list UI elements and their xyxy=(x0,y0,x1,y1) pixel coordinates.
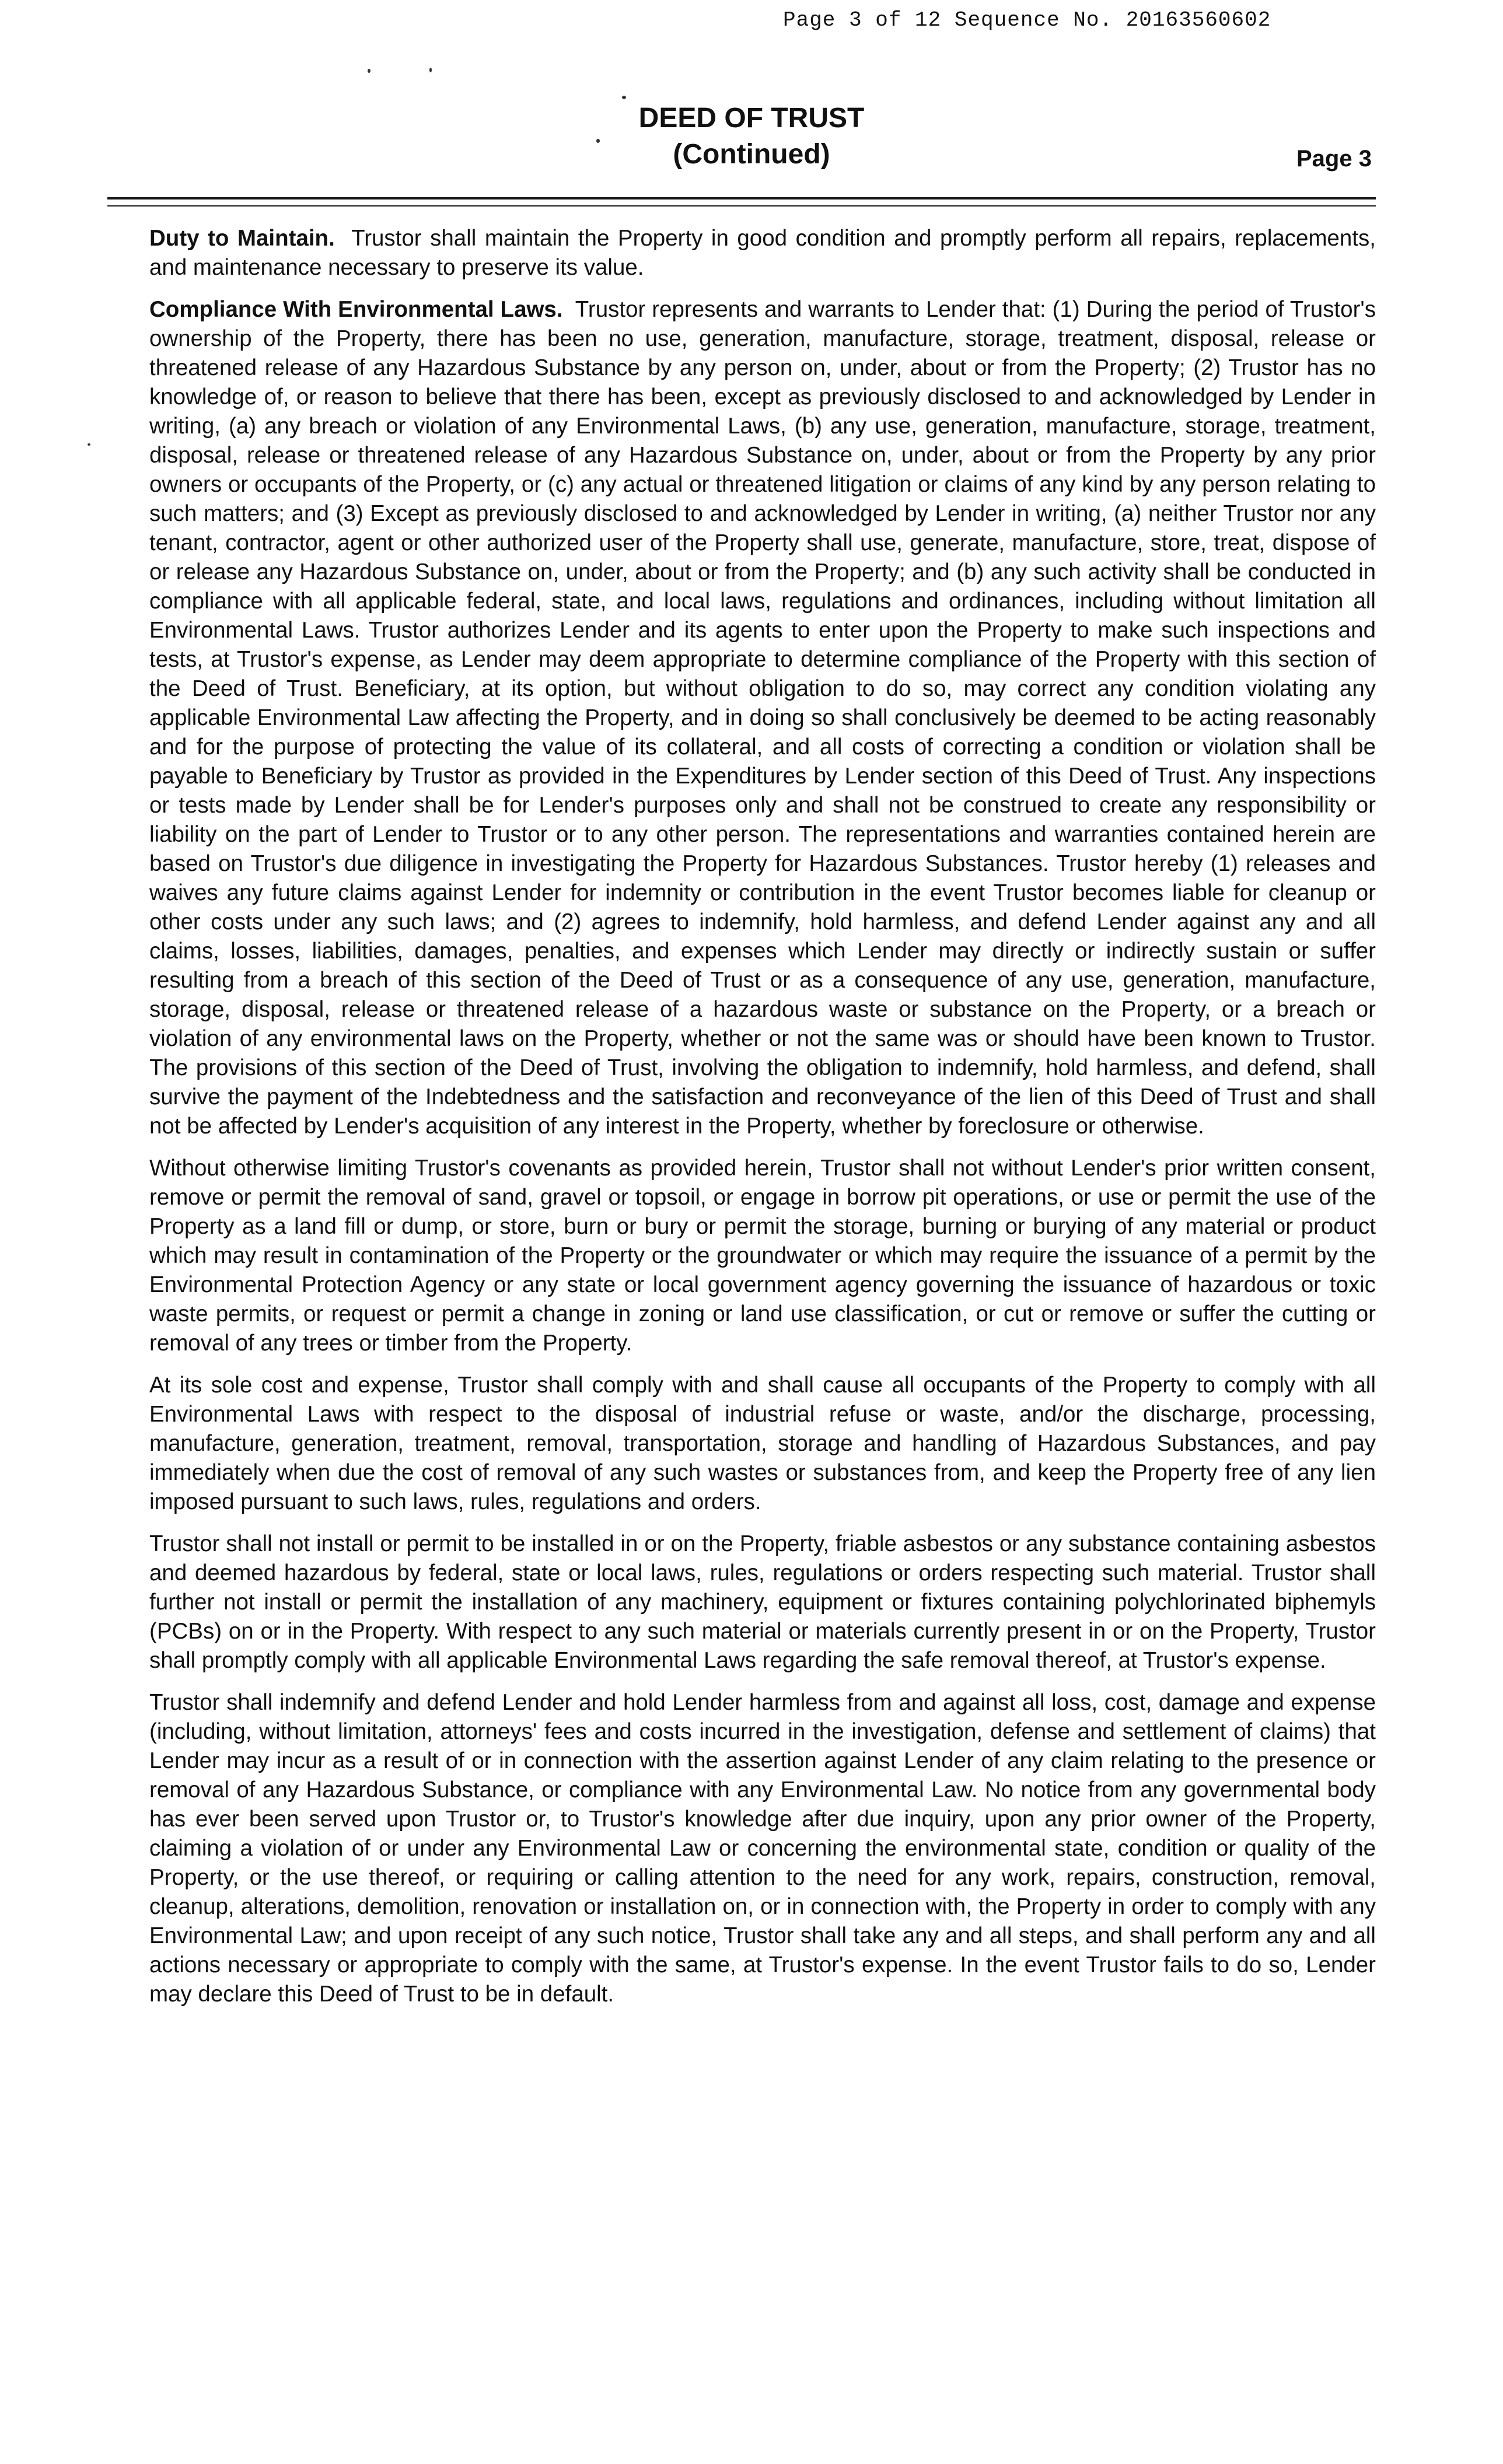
paragraph-duty-to-maintain xyxy=(149,224,1376,282)
page-number: Page 3 xyxy=(1296,146,1372,172)
scan-speck xyxy=(88,443,90,446)
paragraph-text: Trustor shall maintain the Property in good condition and promptly perform all repairs, replacements, and maintenance necessary to preserve its value. xyxy=(149,226,1376,280)
document-title: DEED OF TRUST xyxy=(638,103,865,134)
scan-speck xyxy=(622,96,626,99)
paragraph-heading: Compliance With Environmental Laws. xyxy=(149,297,563,322)
paragraph-text: Trustor shall indemnify and defend Lender and hold Lender harmless from and against all loss, cost, damage and expense (including, without limitation, attorneys' fees and costs incurred in the investigation, defense and settlement of claims) that Lender may incur as a result of or in connection with the assertion against Lender of any claim relating to the presence or removal of any Hazardous Substance, or compliance with any Environmental Law. No notice from any governmental body has ever been served upon Trustor or, to Trustor's knowledge after due inquiry, upon any prior owner of the Property, claiming a violation of or under any Environmental Law or concerning the environmental state, condition or quality of the Property, or the use thereof, or requiring or calling attention to the need for any work, repairs, construction, removal, cleanup, alterations, demolition, renovation or installation on, or in connection with, the Property in order to comply with any Environmental Law; and upon receipt of any such notice, Trustor shall take any and all steps, and shall perform any and all actions necessary or appropriate to comply with the same, at Trustor's expense. In the event Trustor fails to do so, Lender may declare this Deed of Trust to be in default. xyxy=(149,1690,1376,2007)
paragraph-heading: Duty to Maintain. xyxy=(149,226,335,251)
paragraph-indemnification xyxy=(149,1688,1376,2009)
header-divider xyxy=(107,197,1376,200)
paragraph-text: Without otherwise limiting Trustor's covenants as provided herein, Trustor shall not without Lender's prior written consent, remove or permit the removal of sand, gravel or topsoil, or engage in borrow pit operations, or use or permit the use of the Property as a land fill or dump, or store, burn or bury or permit the storage, burning or burying of any material or product which may result in contamination of the Property or the groundwater or which may require the issuance of a permit by the Environmental Protection Agency or any state or local government agency governing the issuance of hazardous or toxic waste permits, or request or permit a change in zoning or land use classification, or cut or remove or suffer the cutting or removal of any trees or timber from the Property. xyxy=(149,1156,1376,1356)
scan-speck xyxy=(429,68,432,72)
paragraph-prohibited-activities xyxy=(149,1154,1376,1358)
paragraph-waste-compliance xyxy=(149,1371,1376,1517)
paragraph-asbestos-pcbs xyxy=(149,1530,1376,1675)
paragraph-text: Trustor shall not install or permit to be installed in or on the Property, friable asbestos or any substance containing asbestos and deemed hazardous by federal, state or local laws, rules, regulations or orders respecting such material. Trustor shall further not install or permit the installation of any machinery, equipment or fixtures containing polychlorinated biphemyls (PCBs) on or in the Property. With respect to any such material or materials currently present in or on the Property, Trustor shall promptly comply with all applicable Environmental Laws regarding the safe removal thereof, at Trustor's expense. xyxy=(149,1531,1376,1673)
paragraph-text: At its sole cost and expense, Trustor shall comply with and shall cause all occupants of the Property to comply with all Environmental Laws with respect to the disposal of industrial refuse or waste, and/or the discharge, processing, manufacture, generation, treatment, removal, transportation, storage and handling of Hazardous Substances, and pay immediately when due the cost of removal of any such wastes or substances from, and keep the Property free of any lien imposed pursuant to such laws, rules, regulations and orders. xyxy=(149,1373,1376,1514)
header-divider-secondary xyxy=(107,205,1376,206)
paragraph-environmental-compliance xyxy=(149,295,1376,1141)
document-subtitle: (Continued) xyxy=(673,139,830,170)
page-sequence-stamp: Page 3 of 12 Sequence No. 20163560602 xyxy=(783,8,1271,32)
scan-speck xyxy=(368,69,370,73)
document-body xyxy=(149,224,1376,2022)
document-header xyxy=(0,100,1503,173)
paragraph-text: Trustor represents and warrants to Lender that: (1) During the period of Trustor's ownership of the Property, there has been no use, generation, manufacture, storage, treatment, disposal, release or threatened release of any Hazardous Substance by any person on, under, about or from the Property; (2) Trustor has no knowledge of, or reason to believe that there has been, except as previously disclosed to and acknowledged by Lender in writing, (a) any breach or violation of any Environmental Laws, (b) any use, generation, manufacture, storage, treatment, disposal, release or threatened release of any Hazardous Substance on, under, about or from the Property by any prior owners or occupants of the Property, or (c) any actual or threatened litigation or claims of any kind by any person relating to such matters; and (3) Except as previously disclosed to and acknowledged by Lender in writing, (a) neither Trustor nor any tenant, contractor, agent or other authorized user of the Property shall use, generate, manufacture, store, treat, dispose of or release any Hazardous Substance on, under, about or from the Property; and (b) any such activity shall be conducted in compliance with all applicable federal, state, and local laws, regulations and ordinances, including without limitation all Environmental Laws. Trustor authorizes Lender and its agents to enter upon the Property to make such inspections and tests, at Trustor's expense, as Lender may deem appropriate to determine compliance of the Property with this section of the Deed of Trust. Beneficiary, at its option, but without obligation to do so, may correct any condition violating any applicable Environmental Law affecting the Property, and in doing so shall conclusively be deemed to be acting reasonably and for the purpose of protecting the value of its collateral, and all costs of correcting a condition or violation shall be payable to Beneficiary by Trustor as provided in the Expenditures by Lender section of this Deed of Trust. Any inspections or tests made by Lender shall be for Lender's purposes only and shall not be construed to create any responsibility or liability on the part of Lender to Trustor or to any other person. The representations and warranties contained herein are based on Trustor's due diligence in investigating the Property for Hazardous Substances. Trustor hereby (1) releases and waives any future claims against Lender for indemnity or contribution in the event Trustor becomes liable for cleanup or other costs under any such laws; and (2) agrees to indemnify, hold harmless, and defend Lender against any and all claims, losses, liabilities, damages, penalties, and expenses which Lender may directly or indirectly sustain or suffer resulting from a breach of this section of the Deed of Trust or as a consequence of any use, generation, manufacture, storage, disposal, release or threatened release of a hazardous waste or substance on the Property, or a breach or violation of any environmental laws on the Property, whether or not the same was or should have been known to Trustor. The provisions of this section of the Deed of Trust, involving the obligation to indemnify, hold harmless, and defend, shall survive the payment of the Indebtedness and the satisfaction and reconveyance of the lien of this Deed of Trust and shall not be affected by Lender's acquisition of any interest in the Property, whether by foreclosure or otherwise. xyxy=(149,297,1376,1139)
